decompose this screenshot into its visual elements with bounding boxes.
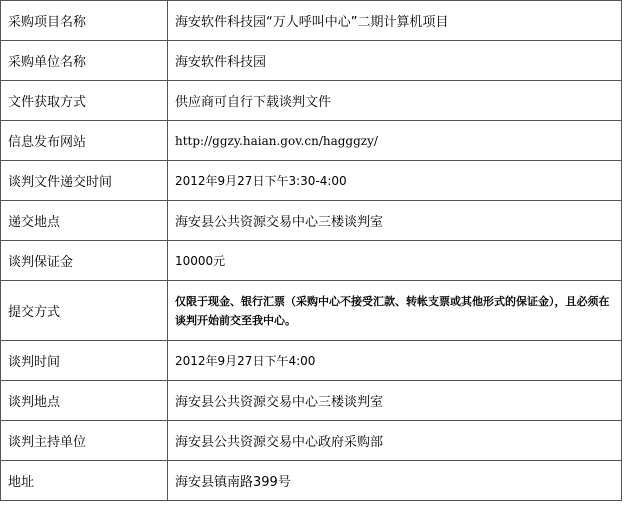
deposit-label: 谈判保证金 <box>1 241 168 281</box>
project-name-value: 海安软件科技园“万人呼叫中心”二期计算机项目 <box>168 1 622 41</box>
submission-place-value: 海安县公共资源交易中心三楼谈判室 <box>168 201 622 241</box>
table-row <box>1 281 622 341</box>
table-row <box>1 421 622 461</box>
submission-time-value: 2012年9月27日下午3:30-4:00 <box>168 161 622 201</box>
submission-place-label: 递交地点 <box>1 201 168 241</box>
negotiation-time-label: 谈判时间 <box>1 341 168 381</box>
table-row <box>1 241 622 281</box>
deposit-value: 10000元 <box>168 241 622 281</box>
negotiation-place-value: 海安县公共资源交易中心三楼谈判室 <box>168 381 622 421</box>
payment-method-label: 提交方式 <box>1 281 168 341</box>
purchaser-name-value: 海安软件科技园 <box>168 41 622 81</box>
publish-website-label: 信息发布网站 <box>1 121 168 161</box>
table-row <box>1 161 622 201</box>
address-label: 地址 <box>1 461 168 501</box>
table-row <box>1 381 622 421</box>
publish-website-link[interactable]: http://ggzy.haian.gov.cn/hagggzy/ <box>168 121 622 161</box>
document-access-label: 文件获取方式 <box>1 81 168 121</box>
table-row <box>1 201 622 241</box>
host-unit-value: 海安县公共资源交易中心政府采购部 <box>168 421 622 461</box>
payment-method-value: 仅限于现金、银行汇票（采购中心不接受汇款、转帐支票或其他形式的保证金），且必须在谈判开始前交至我中心。 <box>168 281 622 341</box>
table-row <box>1 341 622 381</box>
table-row <box>1 121 622 161</box>
negotiation-place-label: 谈判地点 <box>1 381 168 421</box>
document-access-value: 供应商可自行下载谈判文件 <box>168 81 622 121</box>
table-row <box>1 461 622 501</box>
negotiation-time-value: 2012年9月27日下午4:00 <box>168 341 622 381</box>
submission-time-label: 谈判文件递交时间 <box>1 161 168 201</box>
table-row <box>1 41 622 81</box>
purchaser-name-label: 采购单位名称 <box>1 41 168 81</box>
host-unit-label: 谈判主持单位 <box>1 421 168 461</box>
table-row <box>1 81 622 121</box>
address-value: 海安县镇南路399号 <box>168 461 622 501</box>
table-row <box>1 1 622 41</box>
project-name-label: 采购项目名称 <box>1 1 168 41</box>
